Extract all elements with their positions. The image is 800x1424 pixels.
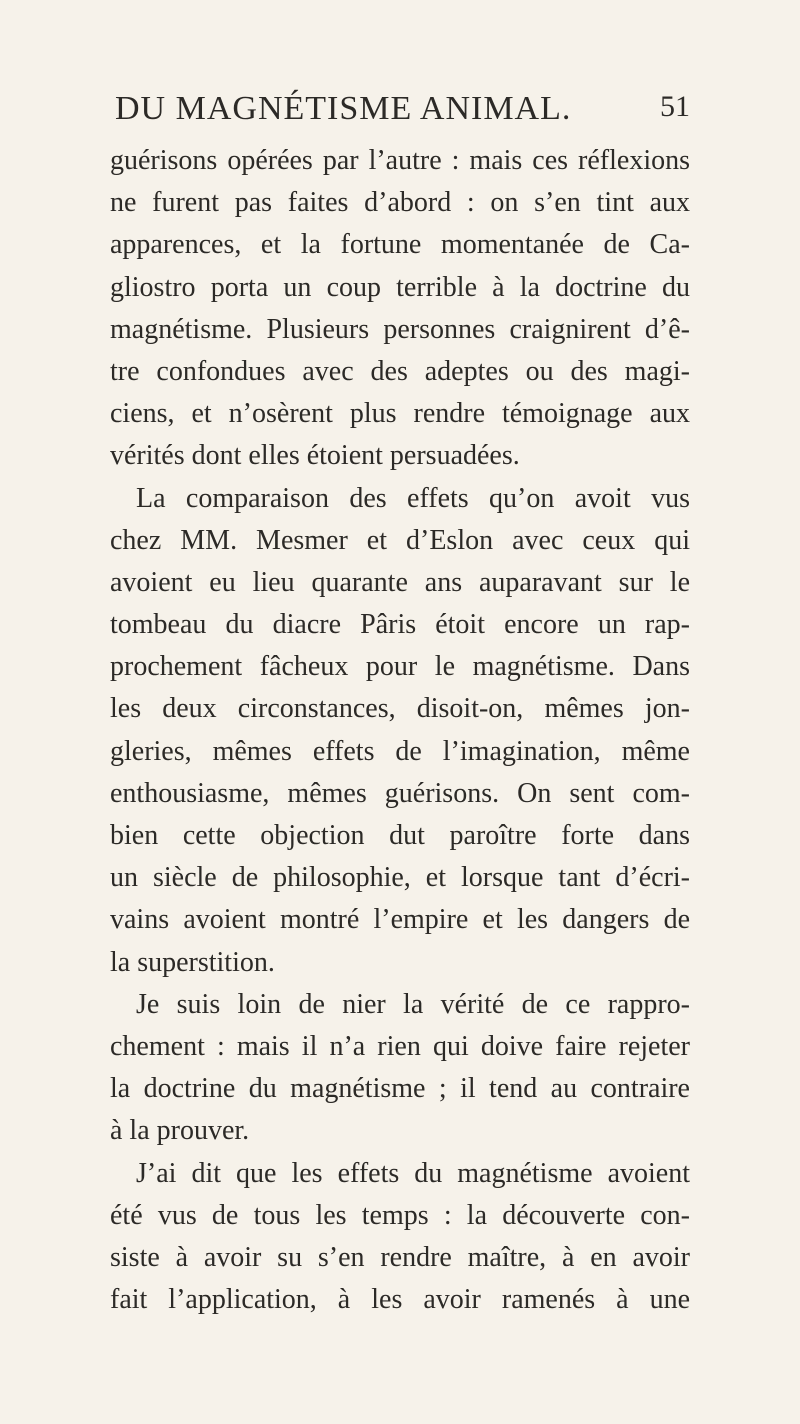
text-line: vains avoient montré l’empire et les dangers de xyxy=(110,904,690,936)
text-line: bien cette objection dut paroître forte dans xyxy=(110,820,690,851)
text-line: siste à avoir su s’en rendre maître, à en avoir xyxy=(110,1241,690,1273)
text-line: J’ai dit que les effets du magnétisme avoient xyxy=(136,1157,690,1189)
text-line: chez MM. Mesmer et d’Eslon avec ceux qui xyxy=(110,524,690,556)
text-line: Je suis loin de nier la vérité de ce rappro- xyxy=(136,988,690,1020)
text-line: prochement fâcheux pour le magnétisme. Dans xyxy=(110,651,690,683)
text-line: magnétisme. Plusieurs personnes craignirent d’ê- xyxy=(110,313,690,345)
body-text xyxy=(110,140,690,1321)
text-line: gleries, mêmes effets de l’imagination, même xyxy=(110,735,690,767)
text-line: les deux circonstances, disoit-on, mêmes jon- xyxy=(110,693,690,725)
text-line: chement : mais il n’a rien qui doive faire rejeter xyxy=(110,1030,690,1062)
text-line: vérités dont elles étoient persuadées. xyxy=(110,440,520,472)
text-line: tre confondues avec des adeptes ou des magi- xyxy=(110,355,690,387)
text-line: apparences, et la fortune momentanée de Ca- xyxy=(110,229,690,261)
text-line: gliostro porta un coup terrible à la doctrine du xyxy=(110,271,690,303)
text-line: La comparaison des effets qu’on avoit vus xyxy=(136,482,690,514)
text-line: guérisons opérées par l’autre : mais ces réflexions xyxy=(110,145,690,176)
text-line: à la prouver. xyxy=(110,1115,250,1147)
text-line: ciens, et n’osèrent plus rendre témoignage aux xyxy=(110,398,690,430)
text-line: un siècle de philosophie, et lorsque tant d’écri- xyxy=(110,862,690,894)
text-line: enthousiasme, mêmes guérisons. On sent com- xyxy=(110,777,690,809)
text-line: tombeau du diacre Pâris étoit encore un rap- xyxy=(110,609,690,641)
text-line: ne furent pas faites d’abord : on s’en tint aux xyxy=(110,187,690,219)
text-line: la doctrine du magnétisme ; il tend au contraire xyxy=(110,1073,690,1105)
page-header xyxy=(115,90,690,130)
text-line: été vus de tous les temps : la découverte con- xyxy=(110,1199,690,1231)
page-number: 51 xyxy=(660,90,690,123)
running-head: DU MAGNÉTISME ANIMAL. xyxy=(115,90,572,127)
text-line: fait l’application, à les avoir ramenés à une xyxy=(110,1284,690,1316)
text-line: la superstition. xyxy=(110,946,275,978)
text-line: avoient eu lieu quarante ans auparavant sur le xyxy=(110,566,690,598)
